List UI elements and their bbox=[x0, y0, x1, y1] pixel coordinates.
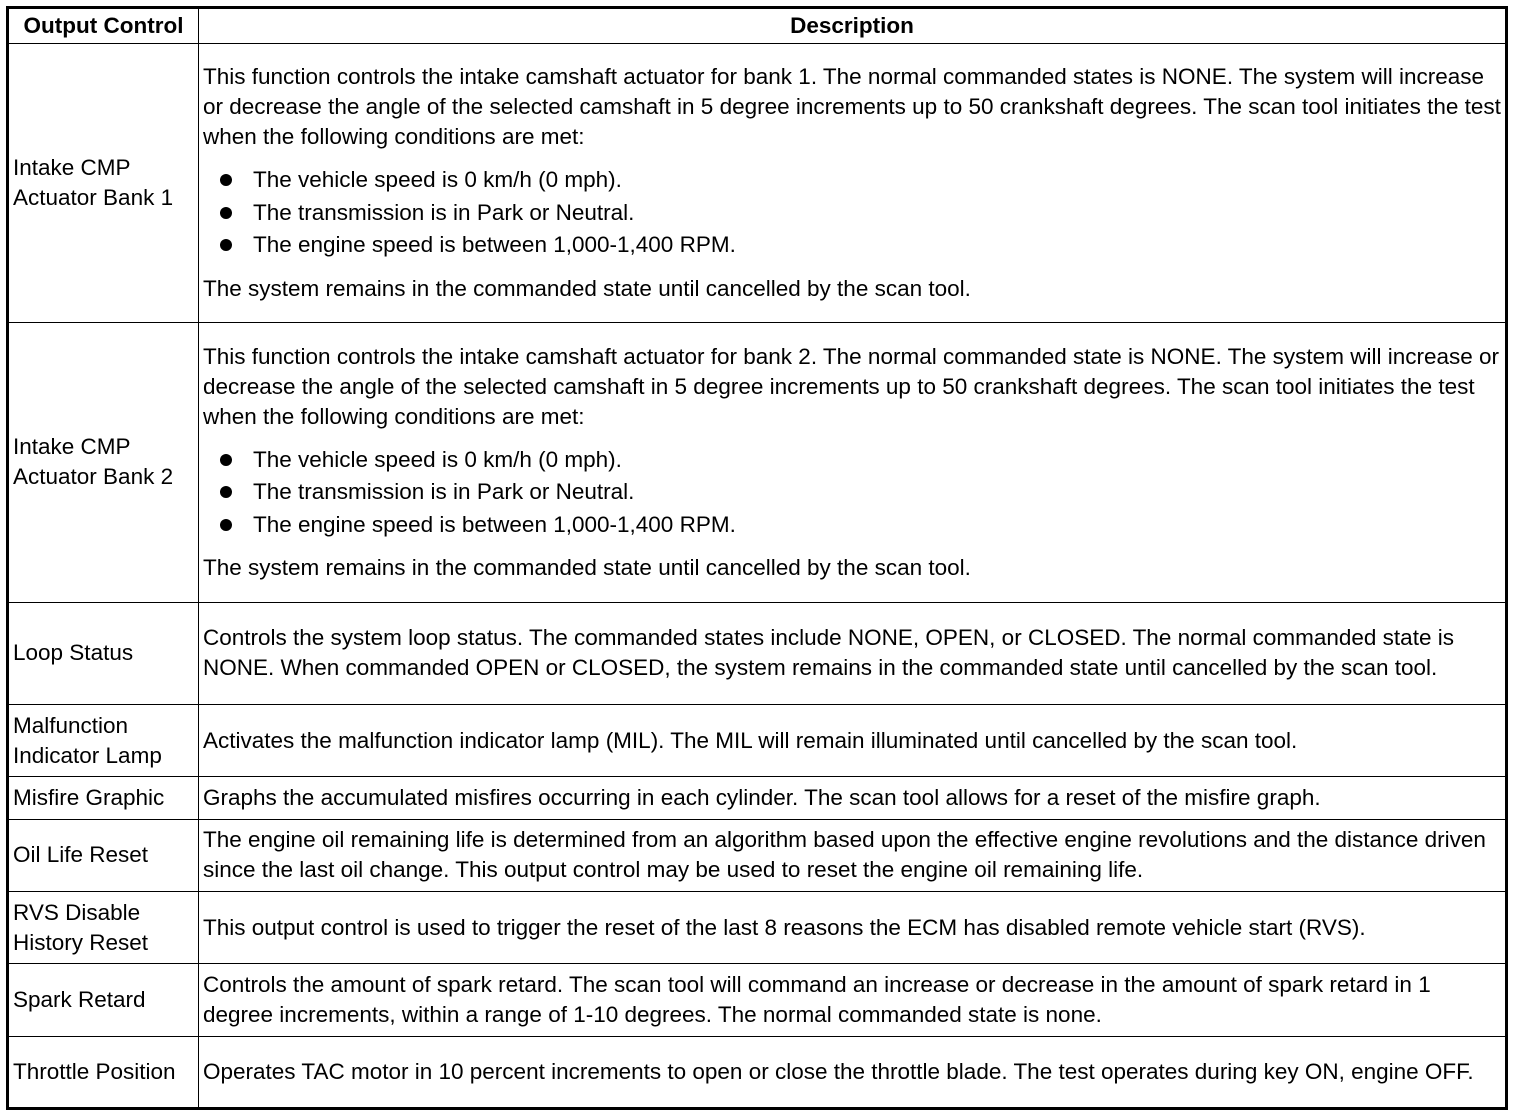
table-row bbox=[8, 964, 1507, 1036]
description-intro: This function controls the intake camshaft actuator for bank 2. The normal commanded state is NONE. The system will increase or decrease the angle of the selected camshaft in 5 degree increments up to 50 crankshaft degrees. The scan tool initiates the test when the following conditions are met: bbox=[203, 343, 1499, 429]
header-description: Description bbox=[199, 8, 1507, 44]
list-item: The transmission is in Park or Neutral. bbox=[219, 476, 1501, 509]
description-cell: The engine oil remaining life is determined from an algorithm based upon the effective engine revolutions and the distance driven since the last oil change. This output control may be used to reset the engine oil remaining life. bbox=[199, 819, 1507, 891]
description-outro: The system remains in the commanded state until cancelled by the scan tool. bbox=[203, 275, 971, 301]
description-cell: Operates TAC motor in 10 percent increments to open or close the throttle blade. The test operates during key ON, engine OFF. bbox=[199, 1036, 1507, 1108]
header-row bbox=[8, 8, 1507, 44]
table-row bbox=[8, 705, 1507, 777]
list-item: The vehicle speed is 0 km/h (0 mph). bbox=[219, 164, 1501, 197]
conditions-list bbox=[203, 444, 1501, 542]
control-name: Intake CMP Actuator Bank 1 bbox=[8, 44, 199, 323]
table-row bbox=[8, 891, 1507, 963]
control-name: Intake CMP Actuator Bank 2 bbox=[8, 323, 199, 602]
control-name: Spark Retard bbox=[8, 964, 199, 1036]
description-intro: This function controls the intake camshaft actuator for bank 1. The normal commanded states is NONE. The system will increase or decrease the angle of the selected camshaft in 5 degree increments up to 50 crankshaft degrees. The scan tool initiates the test when the following conditions are met: bbox=[203, 64, 1501, 150]
conditions-list bbox=[203, 164, 1501, 262]
table-row bbox=[8, 819, 1507, 891]
control-name: Loop Status bbox=[8, 602, 199, 704]
control-name: Throttle Position bbox=[8, 1036, 199, 1108]
description-cell: This output control is used to trigger the reset of the last 8 reasons the ECM has disabled remote vehicle start (RVS). bbox=[199, 891, 1507, 963]
description-cell: Activates the malfunction indicator lamp (MIL). The MIL will remain illuminated until cancelled by the scan tool. bbox=[199, 705, 1507, 777]
list-item: The engine speed is between 1,000-1,400 RPM. bbox=[219, 229, 1501, 262]
table-row bbox=[8, 777, 1507, 819]
list-item: The engine speed is between 1,000-1,400 RPM. bbox=[219, 509, 1501, 542]
table-row bbox=[8, 44, 1507, 323]
description-outro: The system remains in the commanded state until cancelled by the scan tool. bbox=[203, 555, 971, 581]
output-control-table bbox=[6, 6, 1508, 1110]
description-cell bbox=[199, 323, 1507, 602]
control-name: RVS Disable History Reset bbox=[8, 891, 199, 963]
control-name: Misfire Graphic bbox=[8, 777, 199, 819]
control-name: Oil Life Reset bbox=[8, 819, 199, 891]
control-name: Malfunction Indicator Lamp bbox=[8, 705, 199, 777]
header-output-control: Output Control bbox=[8, 8, 199, 44]
description-cell: Graphs the accumulated misfires occurring in each cylinder. The scan tool allows for a reset of the misfire graph. bbox=[199, 777, 1507, 819]
table-row bbox=[8, 1036, 1507, 1108]
table-row bbox=[8, 602, 1507, 704]
list-item: The vehicle speed is 0 km/h (0 mph). bbox=[219, 444, 1501, 477]
description-cell: Controls the amount of spark retard. The scan tool will command an increase or decrease in the amount of spark retard in 1 degree increments, within a range of 1-10 degrees. The normal commanded state is none. bbox=[199, 964, 1507, 1036]
description-cell bbox=[199, 44, 1507, 323]
table-row bbox=[8, 323, 1507, 602]
description-cell: Controls the system loop status. The commanded states include NONE, OPEN, or CLOSED. The normal commanded state is NONE. When commanded OPEN or CLOSED, the system remains in the commanded state until cancelled by the scan tool. bbox=[199, 602, 1507, 704]
list-item: The transmission is in Park or Neutral. bbox=[219, 197, 1501, 230]
